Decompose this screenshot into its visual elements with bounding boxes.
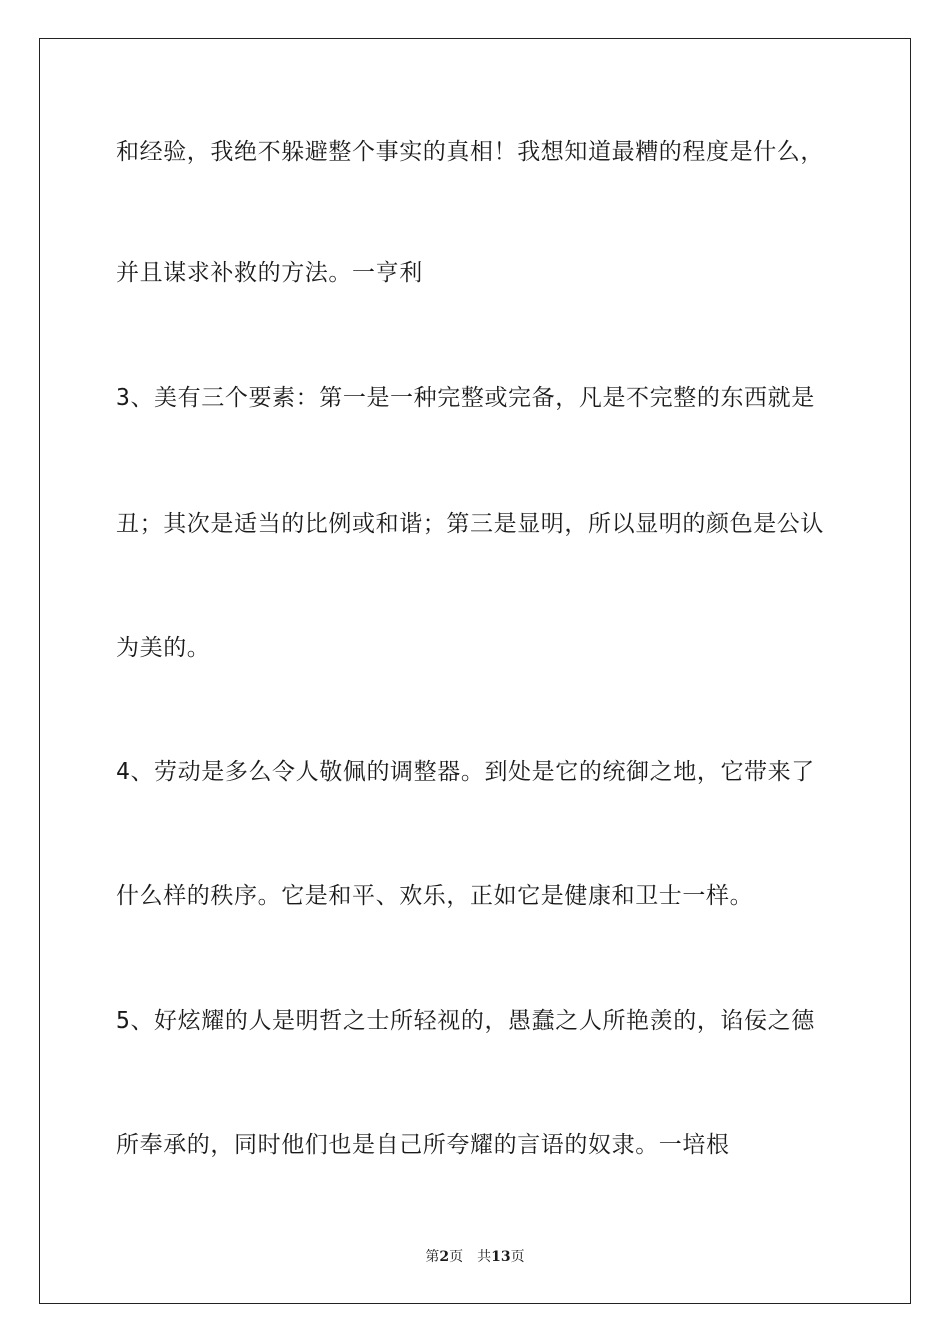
page-frame bbox=[39, 38, 911, 1304]
text-line-8: 5、好炫耀的人是明哲之士所轻视的，愚蠢之人所艳羡的，谄佞之德 bbox=[116, 1008, 815, 1034]
text-line-6: 4、劳动是多么令人敬佩的调整器。到处是它的统御之地，它带来了 bbox=[116, 759, 815, 785]
page-suffix: 页 bbox=[449, 1249, 464, 1265]
text-line-7: 什么样的秩序。它是和平、欢乐，正如它是健康和卫士一样。 bbox=[116, 883, 754, 909]
total-suffix: 页 bbox=[510, 1249, 525, 1265]
text-line-5: 为美的。 bbox=[116, 635, 211, 661]
text-line-9: 所奉承的，同时他们也是自己所夸耀的言语的奴隶。一培根 bbox=[116, 1132, 730, 1158]
text-line-1: 和经验，我绝不躲避整个事实的真相！我想知道最糟的程度是什么， bbox=[116, 139, 824, 165]
total-pages: 13 bbox=[491, 1249, 511, 1265]
page-prefix: 第 bbox=[425, 1249, 440, 1265]
page-number: 2 bbox=[439, 1249, 450, 1265]
text-line-4: 丑；其次是适当的比例或和谐；第三是显明，所以显明的颜色是公认 bbox=[116, 511, 824, 537]
text-line-3: 3、美有三个要素：第一是一种完整或完备，凡是不完整的东西就是 bbox=[116, 385, 815, 411]
text-line-2: 并且谋求补救的方法。一亨利 bbox=[116, 260, 423, 286]
total-prefix: 共 bbox=[477, 1249, 492, 1265]
page-footer bbox=[0, 1246, 950, 1266]
